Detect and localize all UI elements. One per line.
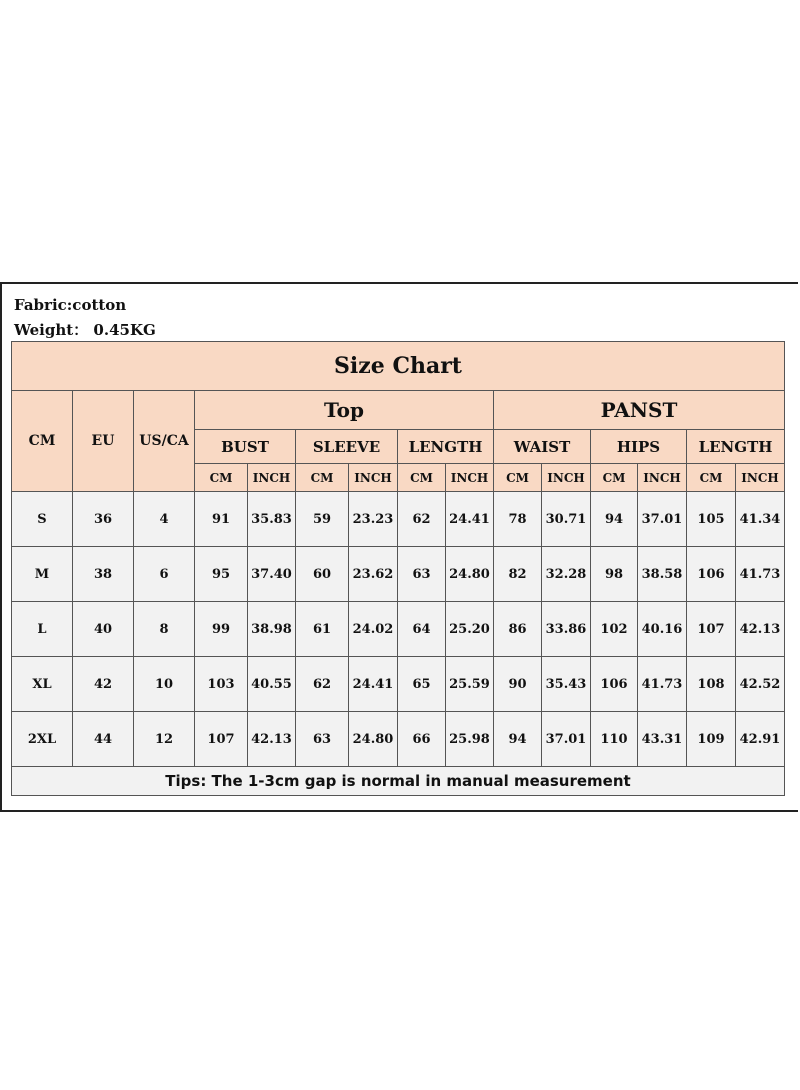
size-cell: 63 bbox=[398, 547, 446, 602]
size-cell: 25.20 bbox=[446, 602, 494, 657]
size-cell: 102 bbox=[591, 602, 638, 657]
size-cell: 40.16 bbox=[638, 602, 687, 657]
unit-cell: CM bbox=[398, 464, 446, 492]
size-cell: 106 bbox=[591, 657, 638, 712]
size-cell: 62 bbox=[296, 657, 349, 712]
header-pants: PANST bbox=[494, 391, 785, 430]
size-cell: 6 bbox=[134, 547, 195, 602]
size-cell: 66 bbox=[398, 712, 446, 767]
size-cell: 40.55 bbox=[248, 657, 296, 712]
size-cell: S bbox=[12, 492, 73, 547]
size-cell: 38.58 bbox=[638, 547, 687, 602]
header-usca: US/CA bbox=[134, 391, 195, 492]
size-row bbox=[12, 547, 785, 602]
size-cell: 8 bbox=[134, 602, 195, 657]
size-cell: 41.34 bbox=[736, 492, 785, 547]
size-cell: 23.23 bbox=[349, 492, 398, 547]
size-cell: 95 bbox=[195, 547, 248, 602]
fabric-label: Fabric:cotton bbox=[14, 296, 127, 314]
size-cell: 35.83 bbox=[248, 492, 296, 547]
header-pants-length: LENGTH bbox=[687, 430, 785, 464]
size-cell: 91 bbox=[195, 492, 248, 547]
unit-cell: INCH bbox=[349, 464, 398, 492]
size-cell: 42.91 bbox=[736, 712, 785, 767]
size-cell: 78 bbox=[494, 492, 542, 547]
size-cell: 107 bbox=[195, 712, 248, 767]
size-cell: 38 bbox=[73, 547, 134, 602]
size-cell: 25.59 bbox=[446, 657, 494, 712]
size-cell: 10 bbox=[134, 657, 195, 712]
size-cell: 24.41 bbox=[446, 492, 494, 547]
size-cell: 40 bbox=[73, 602, 134, 657]
size-cell: 24.41 bbox=[349, 657, 398, 712]
group-header-row bbox=[12, 391, 785, 430]
size-cell: 64 bbox=[398, 602, 446, 657]
size-cell: 107 bbox=[687, 602, 736, 657]
size-cell: 38.98 bbox=[248, 602, 296, 657]
size-row bbox=[12, 602, 785, 657]
header-cm: CM bbox=[12, 391, 73, 492]
unit-cell: INCH bbox=[542, 464, 591, 492]
size-cell: 60 bbox=[296, 547, 349, 602]
unit-cell: CM bbox=[494, 464, 542, 492]
size-row bbox=[12, 712, 785, 767]
size-cell: 44 bbox=[73, 712, 134, 767]
size-cell: 90 bbox=[494, 657, 542, 712]
size-cell: 62 bbox=[398, 492, 446, 547]
header-sleeve: SLEEVE bbox=[296, 430, 398, 464]
header-top-length: LENGTH bbox=[398, 430, 494, 464]
size-cell: 30.71 bbox=[542, 492, 591, 547]
size-row bbox=[12, 492, 785, 547]
size-cell: 2XL bbox=[12, 712, 73, 767]
size-cell: 65 bbox=[398, 657, 446, 712]
size-cell: 110 bbox=[591, 712, 638, 767]
size-cell: 24.80 bbox=[446, 547, 494, 602]
size-cell: 35.43 bbox=[542, 657, 591, 712]
header-eu: EU bbox=[73, 391, 134, 492]
header-top: Top bbox=[195, 391, 494, 430]
size-cell: 86 bbox=[494, 602, 542, 657]
title-row bbox=[12, 342, 785, 391]
size-cell: M bbox=[12, 547, 73, 602]
unit-cell: CM bbox=[195, 464, 248, 492]
header-hips: HIPS bbox=[591, 430, 687, 464]
size-cell: 42.13 bbox=[736, 602, 785, 657]
size-chart-table bbox=[11, 341, 785, 796]
size-cell: 36 bbox=[73, 492, 134, 547]
tips-text: Tips: The 1-3cm gap is normal in manual measurement bbox=[12, 767, 785, 796]
size-cell: 32.28 bbox=[542, 547, 591, 602]
weight-label: Weight： 0.45KG bbox=[14, 321, 156, 339]
size-cell: 24.02 bbox=[349, 602, 398, 657]
size-cell: 41.73 bbox=[638, 657, 687, 712]
unit-cell: INCH bbox=[446, 464, 494, 492]
unit-cell: CM bbox=[591, 464, 638, 492]
unit-cell: CM bbox=[296, 464, 349, 492]
size-cell: 42.13 bbox=[248, 712, 296, 767]
size-cell: 33.86 bbox=[542, 602, 591, 657]
size-cell: 59 bbox=[296, 492, 349, 547]
size-cell: 109 bbox=[687, 712, 736, 767]
size-cell: 98 bbox=[591, 547, 638, 602]
size-cell: 37.01 bbox=[542, 712, 591, 767]
size-cell: XL bbox=[12, 657, 73, 712]
size-cell: 24.80 bbox=[349, 712, 398, 767]
size-cell: 105 bbox=[687, 492, 736, 547]
size-cell: 37.01 bbox=[638, 492, 687, 547]
header-bust: BUST bbox=[195, 430, 296, 464]
size-row bbox=[12, 657, 785, 712]
header-waist: WAIST bbox=[494, 430, 591, 464]
unit-cell: INCH bbox=[248, 464, 296, 492]
size-cell: 63 bbox=[296, 712, 349, 767]
size-cell: 4 bbox=[134, 492, 195, 547]
size-cell: 106 bbox=[687, 547, 736, 602]
size-cell: L bbox=[12, 602, 73, 657]
tips-row bbox=[12, 767, 785, 796]
size-cell: 61 bbox=[296, 602, 349, 657]
size-cell: 25.98 bbox=[446, 712, 494, 767]
unit-cell: INCH bbox=[736, 464, 785, 492]
size-cell: 82 bbox=[494, 547, 542, 602]
size-cell: 94 bbox=[494, 712, 542, 767]
unit-cell: INCH bbox=[638, 464, 687, 492]
size-cell: 99 bbox=[195, 602, 248, 657]
size-cell: 41.73 bbox=[736, 547, 785, 602]
size-cell: 108 bbox=[687, 657, 736, 712]
size-cell: 12 bbox=[134, 712, 195, 767]
size-cell: 42 bbox=[73, 657, 134, 712]
size-cell: 94 bbox=[591, 492, 638, 547]
size-cell: 42.52 bbox=[736, 657, 785, 712]
size-cell: 37.40 bbox=[248, 547, 296, 602]
unit-cell: CM bbox=[687, 464, 736, 492]
size-cell: 23.62 bbox=[349, 547, 398, 602]
chart-title: Size Chart bbox=[12, 342, 785, 391]
size-cell: 103 bbox=[195, 657, 248, 712]
size-cell: 43.31 bbox=[638, 712, 687, 767]
